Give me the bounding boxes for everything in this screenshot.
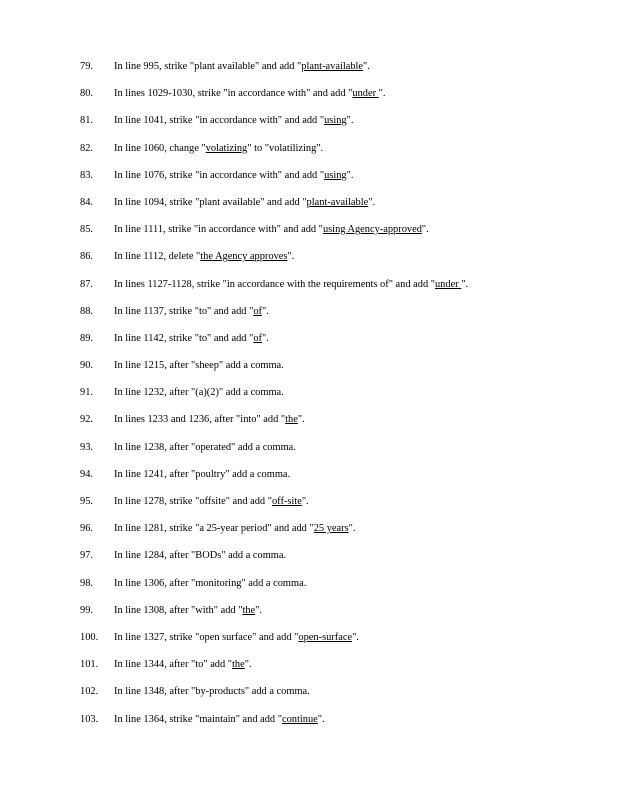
- list-item: [0, 656, 618, 683]
- item-text-before: In line 1327, strike "open surface" and add ": [114, 631, 299, 643]
- item-number: 82.: [80, 142, 93, 154]
- item-text-before: In line 1284, after "BODs" add a comma.: [114, 550, 287, 562]
- item-text-before: In line 1364, strike "maintain" and add ": [114, 713, 282, 725]
- item-text-after: ".: [261, 332, 269, 344]
- item-number: 81.: [80, 115, 93, 127]
- inserted-text: the Agency approves: [200, 251, 288, 263]
- item-number: 96.: [80, 523, 93, 535]
- item-number: 91.: [80, 387, 93, 399]
- amendment-list: [0, 58, 618, 738]
- inserted-text: the: [285, 414, 298, 426]
- list-item: [0, 547, 618, 574]
- inserted-text: using Agency-approved: [322, 224, 422, 236]
- item-text-before: In line 1241, after "poultry" add a comma.: [114, 468, 291, 480]
- list-item: [0, 466, 618, 493]
- item-text-before: In line 1094, strike "plant available" and add ": [114, 196, 307, 208]
- item-text-before: In line 1060, change ": [114, 142, 206, 154]
- inserted-text: the: [232, 659, 245, 671]
- item-text: [114, 575, 306, 592]
- item-text-after: ".: [287, 251, 295, 263]
- item-text-before: In line 1041, strike "in accordance with" and add ": [114, 115, 325, 127]
- item-text: [114, 520, 355, 537]
- item-number: 86.: [80, 251, 93, 263]
- item-number: 88.: [80, 305, 93, 317]
- item-text: [114, 384, 284, 401]
- inserted-text: of: [253, 332, 262, 344]
- list-item: [0, 411, 618, 438]
- item-number: 97.: [80, 550, 93, 562]
- item-text: [114, 140, 323, 157]
- item-text-before: In line 1137, strike "to" and add ": [114, 305, 254, 317]
- list-item: [0, 167, 618, 194]
- item-text: [114, 112, 353, 129]
- list-item: [0, 58, 618, 85]
- item-text-before: In line 1215, after "sheep" add a comma.: [114, 360, 284, 372]
- item-text-after: ".: [255, 604, 262, 616]
- list-item: [0, 629, 618, 656]
- item-text: [114, 629, 359, 646]
- item-number: 94.: [80, 468, 93, 480]
- list-item: [0, 575, 618, 602]
- list-item: [0, 520, 618, 547]
- item-text-after: ".: [346, 115, 354, 127]
- item-text-after: ".: [461, 278, 469, 290]
- item-number: 83.: [80, 169, 93, 181]
- item-text-after: ".: [352, 631, 359, 643]
- inserted-text: under: [434, 278, 462, 290]
- item-number: 93.: [80, 441, 93, 453]
- item-number: 103.: [80, 713, 99, 725]
- item-number: 90.: [80, 360, 93, 372]
- item-text-before: In line 1142, strike "to" and add ": [114, 332, 254, 344]
- list-item: [0, 140, 618, 167]
- item-text-before: In lines 1127-1128, strike "in accordance with the requirements of" and add ": [114, 278, 435, 290]
- item-text: [114, 167, 353, 184]
- item-text: [114, 221, 429, 238]
- item-text-after: " to "volatilizing".: [247, 142, 324, 154]
- item-text-before: In line 995, strike "plant available" and add ": [114, 61, 302, 72]
- item-text-before: In line 1348, after "by-products" add a comma.: [114, 686, 310, 698]
- list-item: [0, 683, 618, 710]
- inserted-text: the: [242, 604, 256, 616]
- item-text: [114, 357, 284, 374]
- inserted-text: off-site: [271, 496, 302, 507]
- item-text: [114, 683, 310, 700]
- item-text: [114, 303, 269, 320]
- item-text-before: In line 1344, after "to" add ": [114, 659, 233, 671]
- list-item: [0, 303, 618, 330]
- item-text: [114, 85, 385, 102]
- item-number: 85.: [80, 224, 93, 236]
- list-item: [0, 112, 618, 139]
- item-text-after: ".: [261, 305, 269, 317]
- item-text: [114, 194, 375, 211]
- item-number: 98.: [80, 577, 93, 589]
- item-text-after: ".: [368, 196, 376, 208]
- list-item: [0, 85, 618, 112]
- inserted-text: under: [352, 88, 379, 100]
- list-item: [0, 602, 618, 629]
- item-text: [114, 602, 262, 619]
- inserted-text: plant-available: [306, 196, 369, 208]
- item-text-before: In lines 1233 and 1236, after "into" add ": [114, 414, 286, 426]
- item-text: [114, 411, 305, 428]
- item-text-before: In line 1281, strike "a 25-year period" and add ": [114, 523, 314, 535]
- list-item: [0, 248, 618, 275]
- list-item: [0, 194, 618, 221]
- list-item: [0, 711, 618, 738]
- list-item: [0, 276, 618, 303]
- item-number: 84.: [80, 196, 93, 208]
- inserted-text: using: [324, 115, 347, 127]
- item-number: 100.: [80, 631, 99, 643]
- list-item: [0, 384, 618, 411]
- item-text-before: In line 1308, after "with" add ": [114, 604, 243, 616]
- list-item: [0, 330, 618, 357]
- inserted-text: plant-available: [301, 61, 364, 72]
- item-text-before: In line 1232, after "(a)(2)" add a comma.: [114, 387, 284, 399]
- list-item: [0, 357, 618, 384]
- item-number: 80.: [80, 88, 93, 100]
- item-text-after: ".: [317, 713, 325, 725]
- inserted-text: using: [324, 169, 347, 181]
- list-item: [0, 439, 618, 466]
- item-text: [114, 330, 269, 347]
- item-number: 102.: [80, 686, 99, 698]
- item-number: 99.: [80, 604, 93, 616]
- item-text-before: In line 1076, strike "in accordance with" and add ": [114, 169, 325, 181]
- item-number: 79.: [80, 61, 93, 72]
- inserted-text: continue: [281, 713, 318, 725]
- item-text: [114, 711, 325, 728]
- item-text-after: ".: [421, 224, 429, 236]
- inserted-text: of: [253, 305, 262, 317]
- list-item: [0, 221, 618, 248]
- item-text-after: ".: [301, 496, 309, 507]
- item-text: [114, 439, 296, 456]
- item-number: 92.: [80, 414, 93, 426]
- item-text: [114, 547, 286, 564]
- item-text-after: ".: [348, 523, 356, 535]
- item-number: 87.: [80, 278, 93, 290]
- inserted-text: 25 years: [313, 523, 349, 535]
- item-text-before: In lines 1029-1030, strike "in accordance with" and add ": [114, 88, 353, 100]
- item-text-after: ".: [363, 61, 370, 72]
- item-text-before: In line 1306, after "monitoring" add a comma.: [114, 577, 307, 589]
- item-text: [114, 58, 370, 75]
- item-text-after: ".: [297, 414, 305, 426]
- inserted-text: open-surface: [298, 631, 353, 643]
- inserted-text: volatizing: [205, 142, 248, 154]
- item-text-before: In line 1112, delete ": [114, 251, 201, 263]
- item-number: 89.: [80, 332, 93, 344]
- item-number: 95.: [80, 496, 93, 507]
- item-text: [114, 248, 294, 265]
- list-item: [0, 493, 618, 520]
- item-text-after: ".: [244, 659, 252, 671]
- item-text-before: In line 1238, after "operated" add a comma.: [114, 441, 296, 453]
- item-text: [114, 466, 290, 483]
- item-text-after: ".: [346, 169, 354, 181]
- item-number: 101.: [80, 659, 99, 671]
- item-text: [114, 276, 468, 293]
- item-text: [114, 493, 309, 510]
- item-text-before: In line 1278, strike "offsite" and add ": [114, 496, 272, 507]
- item-text-after: ".: [378, 88, 386, 100]
- item-text: [114, 656, 252, 673]
- item-text-before: In line 1111, strike "in accordance with" and add ": [114, 224, 323, 236]
